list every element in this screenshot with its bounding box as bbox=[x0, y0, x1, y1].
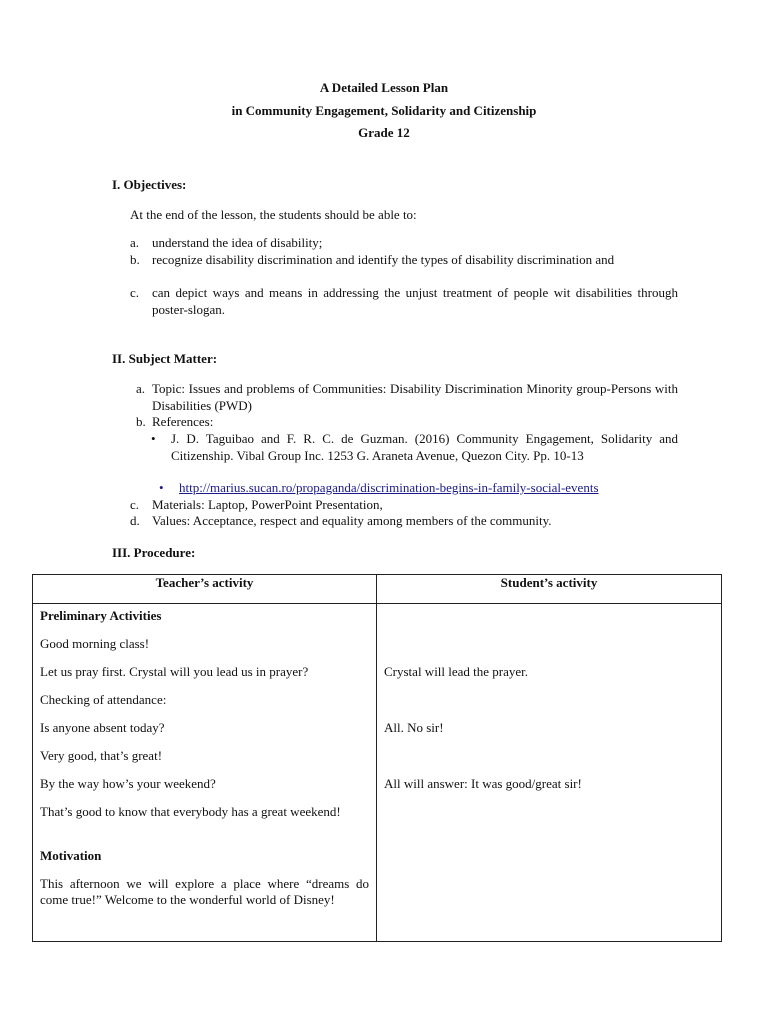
teacher-line-4: Is anyone absent today? bbox=[40, 720, 165, 735]
materials-marker: c. bbox=[130, 497, 140, 512]
student-activity-cell bbox=[377, 604, 722, 942]
teacher-activity-cell bbox=[33, 604, 377, 942]
objective-marker-c: c. bbox=[130, 285, 140, 300]
materials-text: Materials: Laptop, PowerPoint Presentation, bbox=[152, 497, 383, 512]
student-reply-2: All. No sir! bbox=[384, 720, 444, 735]
objective-marker-b: b. bbox=[130, 252, 140, 267]
teacher-line-6: By the way how’s your weekend? bbox=[40, 776, 216, 791]
reference-item-book: • J. D. Taguibao and F. R. C. de Guzman. (2016) Community Engagement, Solidarity and Citizenship. Vibal Group Inc. 1253 G. Araneta Avenue, Quezon City. Pp. 10-13 bbox=[171, 431, 678, 464]
values-text: Values: Acceptance, respect and equality among members of the community. bbox=[152, 513, 552, 528]
student-reply-3: All will answer: It was good/great sir! bbox=[384, 776, 582, 791]
values-marker: d. bbox=[130, 513, 140, 528]
objective-b: recognize disability discrimination and identify the types of disability discrimination and bbox=[152, 252, 615, 267]
references-marker: b. bbox=[136, 414, 146, 429]
subject-matter-heading: II. Subject Matter: bbox=[112, 351, 218, 366]
preliminary-heading: Preliminary Activities bbox=[40, 608, 162, 623]
objective-marker-a: a. bbox=[130, 235, 140, 250]
teacher-line-8: This afternoon we will explore a place where “dreams do come true!” Welcome to the wonderful world of Disney! bbox=[40, 876, 369, 907]
objectives-heading: I. Objectives: bbox=[112, 177, 187, 192]
objective-c: can depict ways and means in addressing the unjust treatment of people wit disabilities through poster-slogan. bbox=[152, 285, 678, 317]
teacher-line-3: Checking of attendance: bbox=[40, 692, 167, 707]
title-line-1: A Detailed Lesson Plan bbox=[319, 80, 449, 95]
teacher-line-1: Good morning class! bbox=[40, 636, 150, 651]
teacher-activity-header: Teacher’s activity bbox=[33, 575, 377, 604]
teacher-line-2: Let us pray first. Crystal will you lead us in prayer? bbox=[40, 664, 309, 679]
title-line-2: in Community Engagement, Solidarity and Citizenship bbox=[231, 103, 537, 118]
student-activity-header: Student’s activity bbox=[377, 575, 722, 604]
procedure-heading: III. Procedure: bbox=[112, 545, 196, 560]
topic-marker: a. bbox=[136, 381, 146, 396]
student-reply-1: Crystal will lead the prayer. bbox=[384, 664, 529, 679]
references-label: References: bbox=[152, 414, 214, 429]
motivation-heading: Motivation bbox=[40, 848, 102, 863]
objectives-intro: At the end of the lesson, the students should be able to: bbox=[130, 207, 417, 222]
teacher-line-5: Very good, that’s great! bbox=[40, 748, 163, 763]
procedure-table bbox=[32, 574, 722, 942]
teacher-line-7: That’s good to know that everybody has a great weekend! bbox=[40, 804, 341, 819]
objective-a: understand the idea of disability; bbox=[152, 235, 323, 250]
title-line-3: Grade 12 bbox=[358, 125, 410, 140]
topic-text: Topic: Issues and problems of Communities: Disability Discrimination Minority group-Persons with Disabilities (PWD) bbox=[152, 381, 678, 413]
reference-item-link[interactable]: • http://marius.sucan.ro/propaganda/discrimination-begins-in-family-social-events bbox=[179, 480, 599, 496]
